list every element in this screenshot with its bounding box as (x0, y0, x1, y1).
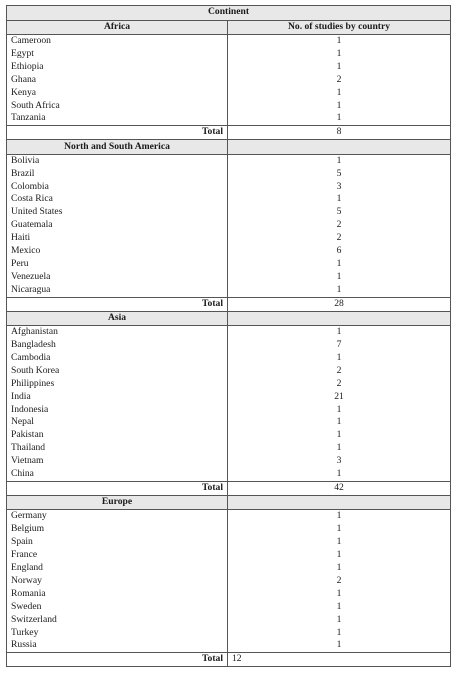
study-count-cell: 1 (228, 627, 451, 640)
table-row (7, 549, 451, 562)
table-row (7, 168, 451, 181)
table-row (7, 284, 451, 297)
table-row (7, 378, 451, 391)
study-count-cell: 1 (228, 562, 451, 575)
study-count-cell: 1 (228, 100, 451, 113)
study-count-cell: 2 (228, 74, 451, 87)
study-count-cell: 1 (228, 523, 451, 536)
table-row (7, 87, 451, 100)
table-row (7, 61, 451, 74)
table-row (7, 416, 451, 429)
study-count-cell: 1 (228, 639, 451, 652)
country-cell: Venezuela (7, 271, 228, 284)
table-row (7, 601, 451, 614)
table-row (7, 339, 451, 352)
table-row (7, 245, 451, 258)
country-cell: Belgium (7, 523, 228, 536)
table-row (7, 562, 451, 575)
study-count-cell: 1 (228, 468, 451, 481)
table-row (7, 404, 451, 417)
total-label: Total (7, 297, 228, 311)
country-cell: Egypt (7, 48, 228, 61)
country-cell: Guatemala (7, 219, 228, 232)
study-count-cell: 1 (228, 284, 451, 297)
studies-table-container (6, 5, 450, 667)
study-count-cell: 1 (228, 87, 451, 100)
total-label: Total (7, 482, 228, 496)
total-value: 8 (228, 126, 451, 140)
country-cell: Norway (7, 575, 228, 588)
country-cell: Philippines (7, 378, 228, 391)
total-value: 42 (228, 482, 451, 496)
studies-by-country-table (6, 5, 451, 667)
section-name: Africa (7, 20, 228, 35)
table-row (7, 154, 451, 167)
study-count-cell: 1 (228, 614, 451, 627)
study-count-cell: 3 (228, 455, 451, 468)
table-title-row (7, 6, 451, 21)
country-cell: Germany (7, 510, 228, 523)
section-header-row (7, 140, 451, 155)
table-row (7, 232, 451, 245)
study-count-cell: 3 (228, 181, 451, 194)
table-row (7, 74, 451, 87)
study-count-cell: 1 (228, 352, 451, 365)
table-row (7, 429, 451, 442)
total-row (7, 653, 451, 667)
study-count-cell: 1 (228, 326, 451, 339)
country-cell: Cambodia (7, 352, 228, 365)
section-name: Europe (7, 495, 228, 510)
section-name: Asia (7, 311, 228, 326)
table-row (7, 588, 451, 601)
section-header-row (7, 311, 451, 326)
section-column-header: No. of studies by country (228, 20, 451, 35)
total-row (7, 297, 451, 311)
country-cell: Ghana (7, 74, 228, 87)
country-cell: China (7, 468, 228, 481)
table-title: Continent (7, 6, 451, 21)
table-row (7, 510, 451, 523)
table-row (7, 575, 451, 588)
country-cell: South Korea (7, 365, 228, 378)
country-cell: Nicaragua (7, 284, 228, 297)
table-row (7, 112, 451, 125)
country-cell: Vietnam (7, 455, 228, 468)
table-row (7, 442, 451, 455)
country-cell: Bolivia (7, 154, 228, 167)
study-count-cell: 1 (228, 48, 451, 61)
study-count-cell: 1 (228, 429, 451, 442)
country-cell: Colombia (7, 181, 228, 194)
table-row (7, 536, 451, 549)
study-count-cell: 1 (228, 601, 451, 614)
table-row (7, 639, 451, 652)
country-cell: Cameroon (7, 35, 228, 48)
table-row (7, 352, 451, 365)
country-cell: Peru (7, 258, 228, 271)
total-value: 12 (228, 653, 451, 667)
table-row (7, 455, 451, 468)
study-count-cell: 1 (228, 193, 451, 206)
study-count-cell: 1 (228, 271, 451, 284)
section-column-header (228, 140, 451, 155)
country-cell: Tanzania (7, 112, 228, 125)
total-row (7, 126, 451, 140)
section-header-row (7, 495, 451, 510)
total-label: Total (7, 126, 228, 140)
section-column-header (228, 311, 451, 326)
study-count-cell: 2 (228, 365, 451, 378)
country-cell: France (7, 549, 228, 562)
table-row (7, 627, 451, 640)
study-count-cell: 1 (228, 536, 451, 549)
country-cell: Afghanistan (7, 326, 228, 339)
country-cell: India (7, 391, 228, 404)
section-name: North and South America (7, 140, 228, 155)
country-cell: Brazil (7, 168, 228, 181)
table-row (7, 468, 451, 481)
study-count-cell: 1 (228, 258, 451, 271)
study-count-cell: 2 (228, 219, 451, 232)
country-cell: Haiti (7, 232, 228, 245)
country-cell: Pakistan (7, 429, 228, 442)
country-cell: England (7, 562, 228, 575)
country-cell: Nepal (7, 416, 228, 429)
study-count-cell: 2 (228, 575, 451, 588)
study-count-cell: 1 (228, 416, 451, 429)
study-count-cell: 1 (228, 549, 451, 562)
country-cell: Spain (7, 536, 228, 549)
study-count-cell: 1 (228, 510, 451, 523)
country-cell: Switzerland (7, 614, 228, 627)
study-count-cell: 1 (228, 404, 451, 417)
study-count-cell: 7 (228, 339, 451, 352)
table-row (7, 100, 451, 113)
study-count-cell: 1 (228, 35, 451, 48)
country-cell: Bangladesh (7, 339, 228, 352)
study-count-cell: 1 (228, 112, 451, 125)
study-count-cell: 5 (228, 206, 451, 219)
total-value: 28 (228, 297, 451, 311)
section-column-header (228, 495, 451, 510)
table-row (7, 326, 451, 339)
country-cell: Costa Rica (7, 193, 228, 206)
country-cell: Kenya (7, 87, 228, 100)
country-cell: Indonesia (7, 404, 228, 417)
section-header-row (7, 20, 451, 35)
country-cell: Ethiopia (7, 61, 228, 74)
country-cell: Russia (7, 639, 228, 652)
country-cell: South Africa (7, 100, 228, 113)
total-row (7, 482, 451, 496)
study-count-cell: 6 (228, 245, 451, 258)
table-row (7, 181, 451, 194)
table-row (7, 206, 451, 219)
study-count-cell: 5 (228, 168, 451, 181)
table-row (7, 48, 451, 61)
country-cell: Mexico (7, 245, 228, 258)
total-label: Total (7, 653, 228, 667)
country-cell: Romania (7, 588, 228, 601)
table-row (7, 271, 451, 284)
table-row (7, 391, 451, 404)
country-cell: Sweden (7, 601, 228, 614)
table-row (7, 35, 451, 48)
table-row (7, 365, 451, 378)
study-count-cell: 1 (228, 588, 451, 601)
country-cell: Thailand (7, 442, 228, 455)
study-count-cell: 2 (228, 232, 451, 245)
table-row (7, 614, 451, 627)
table-row (7, 258, 451, 271)
table-row (7, 523, 451, 536)
table-row (7, 219, 451, 232)
country-cell: Turkey (7, 627, 228, 640)
table-row (7, 193, 451, 206)
country-cell: United States (7, 206, 228, 219)
study-count-cell: 1 (228, 442, 451, 455)
study-count-cell: 21 (228, 391, 451, 404)
study-count-cell: 2 (228, 378, 451, 391)
study-count-cell: 1 (228, 154, 451, 167)
study-count-cell: 1 (228, 61, 451, 74)
